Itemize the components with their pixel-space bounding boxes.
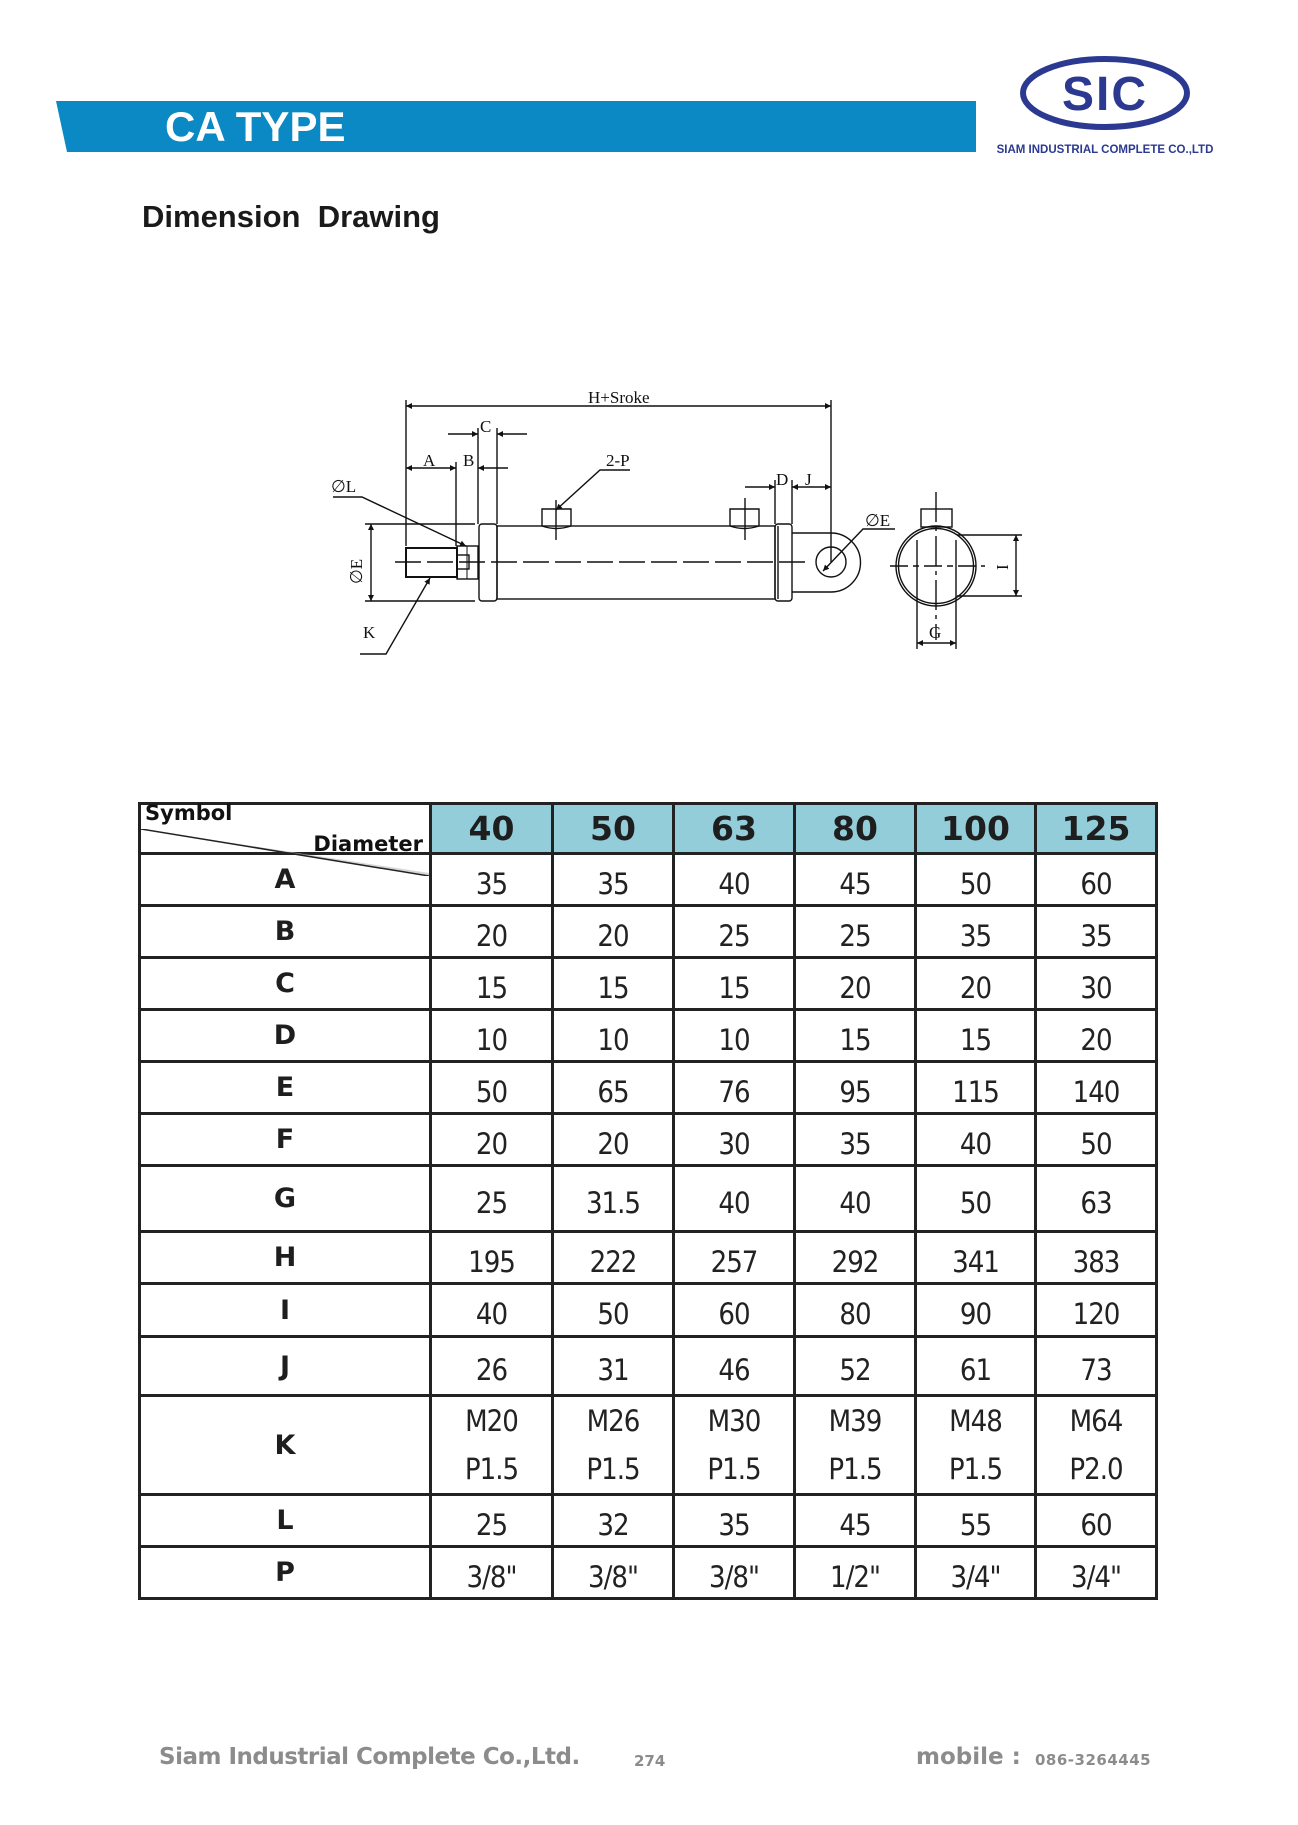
value-cell: 3/8" <box>553 1547 674 1599</box>
value-cell: 292 <box>795 1232 916 1284</box>
clevis-diameter-leader <box>823 529 895 571</box>
value-cell: 341 <box>916 1232 1036 1284</box>
value-cell: 115 <box>916 1062 1036 1114</box>
value-cell: 15 <box>795 1010 916 1062</box>
value-cell: 140 <box>1036 1062 1157 1114</box>
value-cell: 31.5 <box>553 1166 674 1232</box>
value-cell: 3/4" <box>1036 1547 1157 1599</box>
value-cell: 10 <box>674 1010 795 1062</box>
value-cell: 46 <box>674 1337 795 1396</box>
thread-size: M30 <box>707 1404 761 1438</box>
diameter-header: 63 <box>674 804 795 854</box>
section-title: Dimension Drawing <box>142 199 440 234</box>
thread-size: M39 <box>828 1404 882 1438</box>
value-cell: 50 <box>431 1062 553 1114</box>
value-cell: 25 <box>795 906 916 958</box>
symbol-cell: A <box>140 854 431 906</box>
value-cell: 35 <box>674 1495 795 1547</box>
value-cell: 60 <box>674 1284 795 1337</box>
label-2p: 2-P <box>606 451 630 470</box>
table-row <box>140 1396 1157 1495</box>
value-cell: 63 <box>1036 1166 1157 1232</box>
value-cell: 15 <box>916 1010 1036 1062</box>
value-cell: 40 <box>674 1166 795 1232</box>
value-cell <box>674 1396 795 1495</box>
thread-size: M64 <box>1069 1404 1123 1438</box>
table-row <box>140 1547 1157 1599</box>
value-cell: 40 <box>916 1114 1036 1166</box>
value-cell: 26 <box>431 1337 553 1396</box>
value-cell: 40 <box>795 1166 916 1232</box>
value-cell: 20 <box>916 958 1036 1010</box>
value-cell: 3/8" <box>674 1547 795 1599</box>
value-cell: 25 <box>674 906 795 958</box>
value-cell: 25 <box>431 1166 553 1232</box>
symbol-cell: E <box>140 1062 431 1114</box>
value-cell: 55 <box>916 1495 1036 1547</box>
thread-size: M20 <box>465 1404 518 1438</box>
label-dia-e-left: ∅E <box>347 558 366 584</box>
dimension-table <box>138 802 1158 1600</box>
symbol-cell: D <box>140 1010 431 1062</box>
value-cell: 61 <box>916 1337 1036 1396</box>
value-cell: 50 <box>553 1284 674 1337</box>
label-h-stroke: H+Sroke <box>588 388 650 407</box>
port-leader <box>556 470 630 510</box>
value-cell: 1/2" <box>795 1547 916 1599</box>
value-cell <box>795 1396 916 1495</box>
logo-company-name: SIAM INDUSTRIAL COMPLETE CO.,LTD <box>996 144 1214 156</box>
table-row <box>140 1337 1157 1396</box>
symbol-cell: G <box>140 1166 431 1232</box>
diameter-header: 80 <box>795 804 916 854</box>
value-cell: 15 <box>431 958 553 1010</box>
l-leader <box>333 497 466 546</box>
label-c: C <box>480 417 492 436</box>
logo-mark: SIC <box>1061 68 1149 121</box>
footer-mobile-label: mobile : <box>916 1744 1021 1770</box>
label-a: A <box>423 451 436 470</box>
diameter-header: 40 <box>431 804 553 854</box>
footer-mobile-number: 086-3264445 <box>1035 1751 1152 1769</box>
value-cell: 60 <box>1036 854 1157 906</box>
label-g: G <box>929 623 942 642</box>
value-cell: 25 <box>431 1495 553 1547</box>
value-cell: 120 <box>1036 1284 1157 1337</box>
table-header-row <box>140 804 1157 854</box>
value-cell: 45 <box>795 1495 916 1547</box>
value-cell: 95 <box>795 1062 916 1114</box>
value-cell: 20 <box>553 1114 674 1166</box>
table-row <box>140 1495 1157 1547</box>
table-row <box>140 1232 1157 1284</box>
value-cell: 40 <box>674 854 795 906</box>
symbol-cell: I <box>140 1284 431 1337</box>
value-cell: 35 <box>1036 906 1157 958</box>
value-cell: 10 <box>553 1010 674 1062</box>
value-cell: 20 <box>431 1114 553 1166</box>
thread-pitch: P1.5 <box>948 1452 1003 1486</box>
symbol-cell: F <box>140 1114 431 1166</box>
symbol-cell: H <box>140 1232 431 1284</box>
label-dia-l: ∅L <box>331 477 357 496</box>
symbol-cell: J <box>140 1337 431 1396</box>
table-row <box>140 1166 1157 1232</box>
table-row <box>140 906 1157 958</box>
table-row <box>140 1114 1157 1166</box>
value-cell: 45 <box>795 854 916 906</box>
diameter-header: 100 <box>916 804 1036 854</box>
value-cell: 52 <box>795 1337 916 1396</box>
label-k: K <box>363 623 376 642</box>
symbol-cell: C <box>140 958 431 1010</box>
value-cell: 73 <box>1036 1337 1157 1396</box>
corner-diameter-label: Diameter <box>313 831 423 856</box>
dimension-drawing <box>0 380 1298 680</box>
value-cell: 40 <box>431 1284 553 1337</box>
value-cell: 195 <box>431 1232 553 1284</box>
thread-pitch: P1.5 <box>586 1452 640 1486</box>
thread-size: M48 <box>949 1404 1002 1438</box>
value-cell: 30 <box>674 1114 795 1166</box>
value-cell: 10 <box>431 1010 553 1062</box>
label-b: B <box>463 451 475 470</box>
value-cell: 35 <box>795 1114 916 1166</box>
value-cell: 65 <box>553 1062 674 1114</box>
value-cell <box>1036 1396 1157 1495</box>
table-row <box>140 1284 1157 1337</box>
value-cell: 15 <box>553 958 674 1010</box>
value-cell: 50 <box>916 854 1036 906</box>
value-cell: 50 <box>916 1166 1036 1232</box>
value-cell <box>553 1396 674 1495</box>
value-cell: 32 <box>553 1495 674 1547</box>
label-j: J <box>805 470 812 489</box>
table-row <box>140 1062 1157 1114</box>
symbol-cell: P <box>140 1547 431 1599</box>
value-cell: 15 <box>674 958 795 1010</box>
value-cell: 20 <box>795 958 916 1010</box>
thread-size: M26 <box>586 1404 640 1438</box>
table-row <box>140 1010 1157 1062</box>
table-row <box>140 958 1157 1010</box>
value-cell: 20 <box>1036 1010 1157 1062</box>
value-cell: 20 <box>553 906 674 958</box>
value-cell <box>431 1396 553 1495</box>
value-cell: 257 <box>674 1232 795 1284</box>
label-dia-e-right: ∅E <box>865 511 891 530</box>
thread-pitch: P2.0 <box>1069 1452 1123 1486</box>
page-title: CA TYPE <box>165 103 346 150</box>
value-cell: 3/8" <box>431 1547 553 1599</box>
company-logo <box>985 52 1235 162</box>
diameter-header: 50 <box>553 804 674 854</box>
value-cell: 3/4" <box>916 1547 1036 1599</box>
value-cell: 35 <box>916 906 1036 958</box>
thread-pitch: P1.5 <box>707 1452 761 1486</box>
corner-symbol-label: Symbol <box>145 800 233 825</box>
value-cell <box>916 1396 1036 1495</box>
value-cell: 35 <box>431 854 553 906</box>
thread-pitch: P1.5 <box>828 1452 882 1486</box>
value-cell: 80 <box>795 1284 916 1337</box>
value-cell: 30 <box>1036 958 1157 1010</box>
label-d: D <box>776 470 789 489</box>
symbol-cell: L <box>140 1495 431 1547</box>
value-cell: 35 <box>553 854 674 906</box>
page-number: 274 <box>634 1752 666 1770</box>
symbol-cell: B <box>140 906 431 958</box>
value-cell: 76 <box>674 1062 795 1114</box>
corner-cell <box>140 800 431 856</box>
footer-company: Siam Industrial Complete Co.,Ltd. <box>159 1744 580 1770</box>
symbol-cell: K <box>140 1396 431 1495</box>
value-cell: 60 <box>1036 1495 1157 1547</box>
thread-pitch: P1.5 <box>464 1452 519 1486</box>
diameter-header: 125 <box>1036 804 1157 854</box>
value-cell: 50 <box>1036 1114 1157 1166</box>
value-cell: 31 <box>553 1337 674 1396</box>
value-cell: 222 <box>553 1232 674 1284</box>
value-cell: 90 <box>916 1284 1036 1337</box>
label-i: I <box>993 564 1012 570</box>
value-cell: 383 <box>1036 1232 1157 1284</box>
value-cell: 20 <box>431 906 553 958</box>
